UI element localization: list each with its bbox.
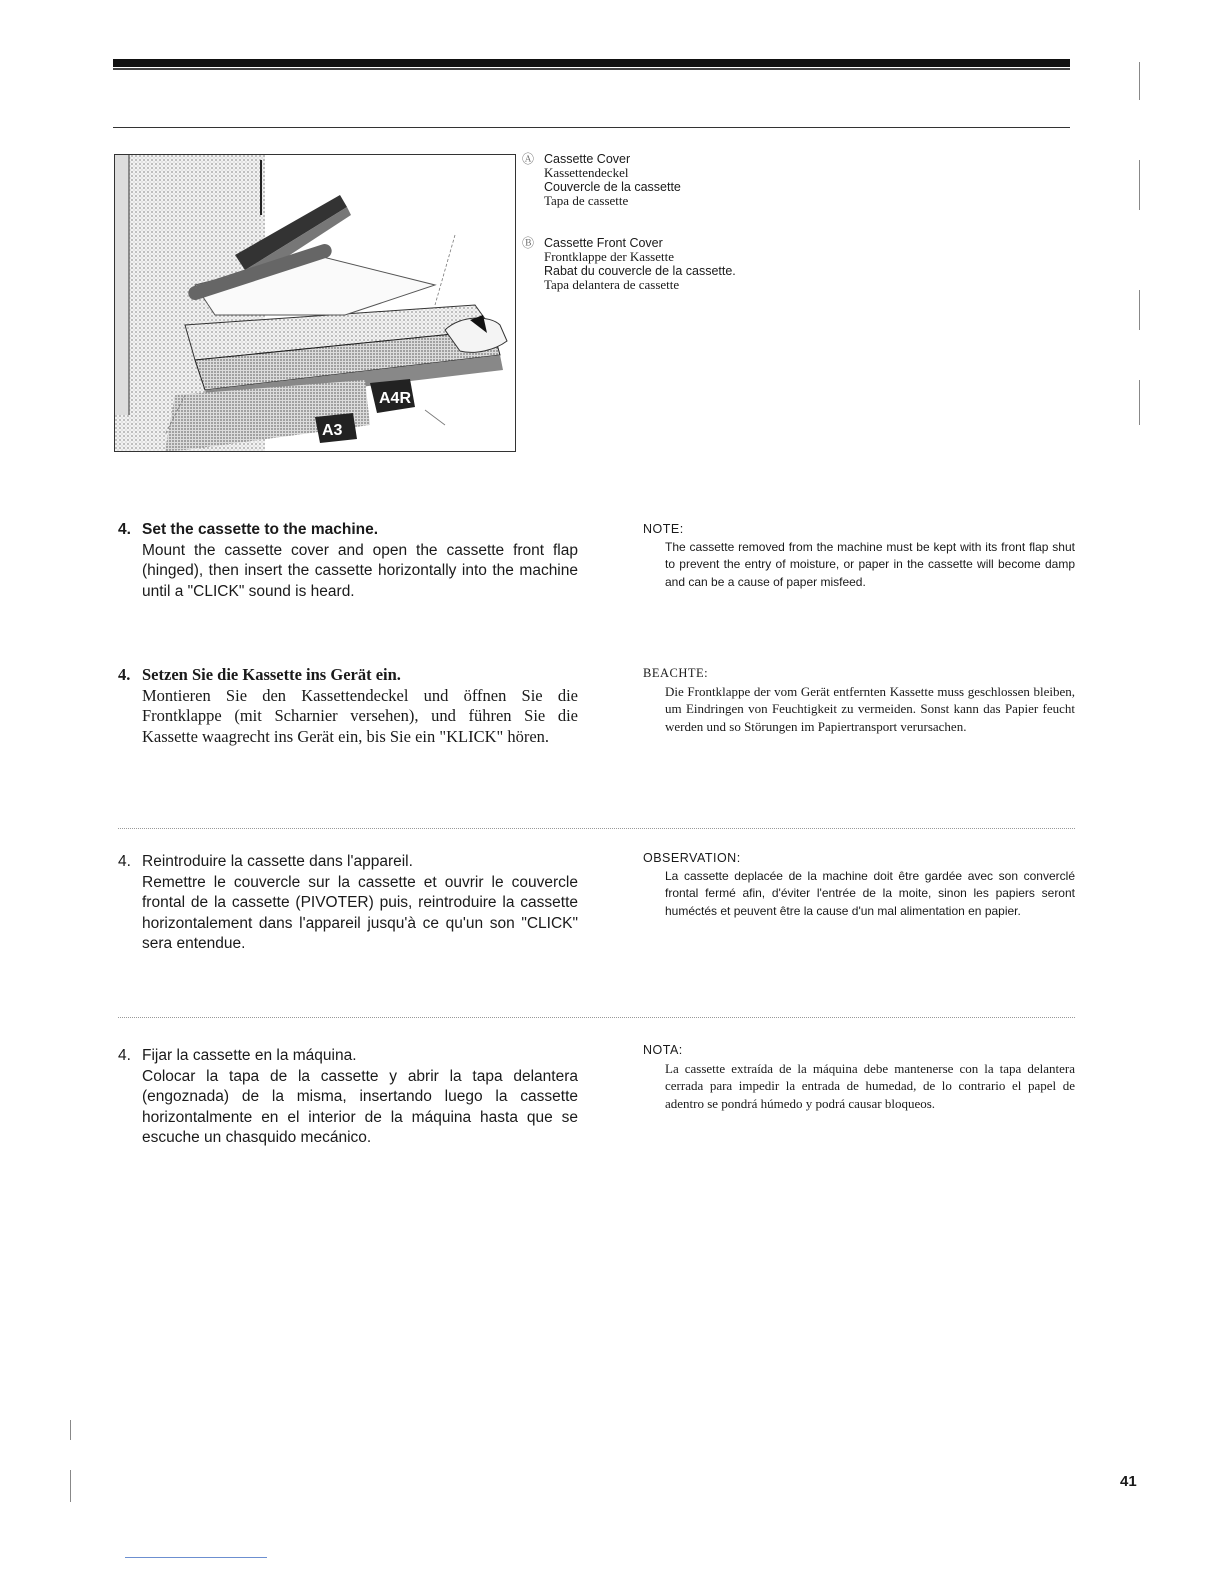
- step-en: [118, 520, 578, 602]
- step-en-number: 4.: [118, 521, 131, 538]
- legend-a-fr: Couvercle de la cassette: [544, 180, 681, 194]
- cassette-illustration: [114, 154, 516, 452]
- section-divider: [118, 828, 1075, 830]
- note-de: [643, 665, 1075, 735]
- note-fr-body: La cassette deplacée de la machine doit être gardée avec son converclé frontal fermé afin, d'éviter l'entrée de la moite, sinon les papiers seront huméctés et peuvent être la cause d'un mal alimentation en papier.: [665, 868, 1075, 918]
- legend-b-de: Frontklappe der Kassette: [544, 249, 674, 264]
- step-de-title: Setzen Sie die Kassette ins Gerät ein.: [142, 665, 401, 684]
- step-en-title: Set the cassette to the machine.: [142, 521, 379, 538]
- callout-b-icon: Ⓑ: [522, 236, 535, 250]
- step-de: [118, 665, 578, 747]
- note-fr: [643, 850, 1075, 920]
- page-number: 41: [1120, 1473, 1137, 1490]
- header-thick-rule: [113, 59, 1070, 67]
- legend-a-es: Tapa de cassette: [544, 193, 629, 208]
- legend-b-es: Tapa delantera de cassette: [544, 277, 680, 292]
- section-rule: [113, 127, 1070, 128]
- step-de-body: Montieren Sie den Kassettendeckel und öffnen Sie die Frontklappe (mit Scharnier versehen), und führen Sie die Kassette waagrecht ins Gerät ein, bis Sie ein "KLICK" hören.: [142, 685, 578, 746]
- note-fr-title: OBSERVATION:: [643, 851, 741, 865]
- step-es-body: Colocar la tapa de la cassette y abrir la tapa delantera (engoznada) de la misma, insertando luego la cassette horizontalmente en el interior de la máquina hasta que se escuche un chasquido mecánico.: [142, 1067, 578, 1146]
- margin-mark: [1139, 160, 1140, 210]
- note-en-body: The cassette removed from the machine must be kept with its front flap shut to prevent the entry of moisture, or paper in the cassette will become damp and can be a cause of paper misfeed.: [665, 539, 1075, 589]
- step-de-number: 4.: [118, 665, 131, 684]
- legend-item-a: [522, 152, 681, 208]
- callout-a-icon: Ⓐ: [522, 152, 535, 166]
- note-en-title: NOTE:: [643, 522, 684, 536]
- legend-a-en: Cassette Cover: [544, 152, 631, 166]
- note-es-title: NOTA:: [643, 1043, 683, 1057]
- step-es-title: Fijar la cassette en la máquina.: [142, 1047, 357, 1064]
- note-de-title: BEACHTE:: [643, 666, 709, 680]
- note-de-body: Die Frontklappe der vom Gerät entfernten Kassette muss geschlossen bleiben, um Eindringen von Feuchtigkeit zu vermeiden. Sonst kann das Papier feucht werden und so Störungen im Papiertransport verursachen.: [665, 683, 1075, 734]
- margin-mark: [1139, 290, 1140, 330]
- step-es: [118, 1046, 578, 1149]
- bottom-rule: [125, 1557, 267, 1558]
- margin-mark: [70, 1420, 71, 1440]
- margin-mark: [1139, 62, 1140, 100]
- step-en-body: Mount the cassette cover and open the cassette front flap (hinged), then insert the cassette horizontally into the machine until a "CLICK" sound is heard.: [142, 541, 578, 600]
- margin-mark: [70, 1470, 71, 1502]
- legend-item-b: [522, 236, 736, 292]
- step-es-number: 4.: [118, 1047, 131, 1064]
- section-divider: [118, 1017, 1075, 1019]
- step-fr: [118, 852, 578, 955]
- note-es-body: La cassette extraída de la máquina debe mantenerse con la tapa delantera cerrada para impedir la entrada de humedad, de lo contrario el papel de adentro se pondrá húmedo y podrá causar bloqueos.: [665, 1060, 1075, 1111]
- legend-b-en: Cassette Front Cover: [544, 236, 663, 250]
- step-fr-title: Reintroduire la cassette dans l'appareil.: [142, 853, 413, 870]
- step-fr-number: 4.: [118, 853, 131, 870]
- legend-a-de: Kassettendeckel: [544, 165, 629, 180]
- label-a4r: A4R: [379, 390, 412, 407]
- note-es: [643, 1042, 1075, 1112]
- legend-b-fr: Rabat du couvercle de la cassette.: [544, 264, 736, 278]
- note-en: [643, 521, 1075, 591]
- label-a3: A3: [322, 422, 343, 439]
- step-fr-body: Remettre le couvercle sur la cassette et ouvrir le couvercle frontal de la cassette (PIVOTER) puis, reintroduire la cassette horizontalement dans l'appareil jusqu'à ce qu'un son "CLICK" sera entendue.: [142, 873, 578, 952]
- header-thin-rule: [113, 68, 1070, 70]
- margin-mark: [1139, 380, 1140, 425]
